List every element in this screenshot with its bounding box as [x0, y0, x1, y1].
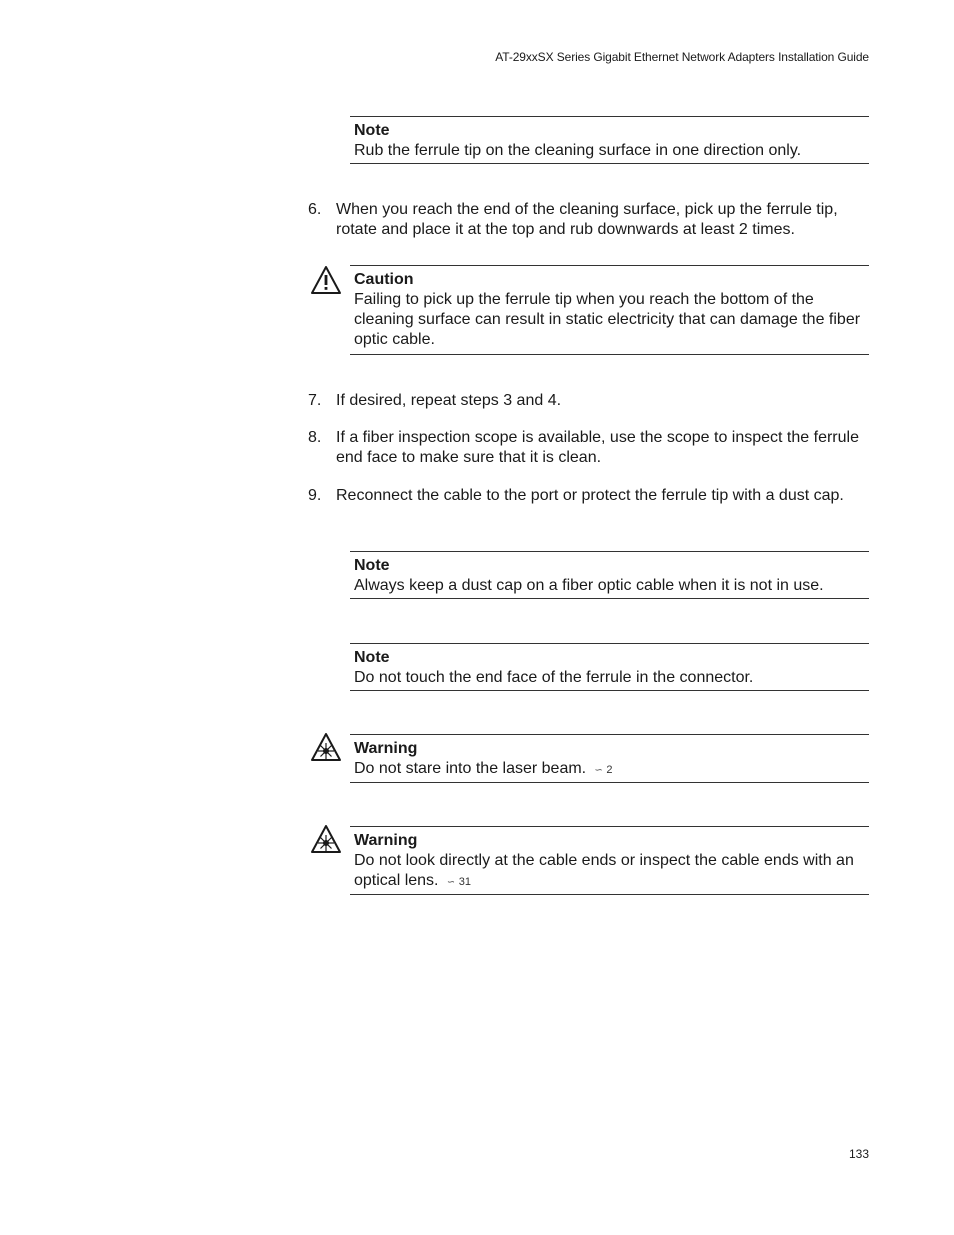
- note-title: Note: [354, 649, 390, 666]
- warning-text: Do not look directly at the cable ends or inspect the cable ends with an optical lens.: [354, 852, 854, 889]
- warning-text-line: [354, 851, 869, 893]
- translation-reference: 31: [458, 876, 472, 888]
- note-title: Note: [354, 557, 390, 574]
- note-box: [350, 551, 869, 599]
- note-box: [350, 643, 869, 691]
- step-number: 6.: [308, 201, 322, 218]
- warning-box: [350, 826, 869, 895]
- step-text: If a fiber inspection scope is available, use the scope to inspect the ferrule end face to make sure that it is clean.: [336, 429, 859, 466]
- reference-icon: ∽: [445, 877, 455, 888]
- note-text: Always keep a dust cap on a fiber optic cable when it is not in use.: [354, 577, 824, 594]
- warning-title: Warning: [354, 832, 418, 849]
- step-8: [308, 428, 870, 468]
- note-text: Do not touch the end face of the ferrule in the connector.: [354, 669, 754, 686]
- laser-warning-icon: [310, 732, 342, 762]
- step-7: [308, 391, 870, 411]
- step-number: 8.: [308, 429, 322, 446]
- note-box: [350, 116, 869, 164]
- step-text: Reconnect the cable to the port or protect the ferrule tip with a dust cap.: [336, 487, 844, 504]
- warning-box: [350, 734, 869, 783]
- laser-warning-icon: [310, 824, 342, 854]
- step-text: If desired, repeat steps 3 and 4.: [336, 392, 562, 409]
- warning-text-line: [354, 759, 869, 781]
- step-number: 7.: [308, 392, 322, 409]
- running-header: AT-29xxSX Series Gigabit Ethernet Network Adapters Installation Guide: [495, 50, 869, 64]
- caution-title: Caution: [354, 271, 414, 288]
- caution-box: [350, 265, 869, 355]
- reference-icon: ∽: [593, 765, 602, 776]
- step-6: [308, 200, 870, 240]
- step-9: [308, 486, 870, 506]
- warning-title: Warning: [354, 740, 418, 757]
- caution-text: Failing to pick up the ferrule tip when you reach the bottom of the cleaning surface can result in static electricity that can damage the fiber optic cable.: [354, 291, 861, 348]
- warning-text: Do not stare into the laser beam.: [354, 760, 587, 777]
- step-number: 9.: [308, 487, 322, 504]
- translation-reference: 2: [606, 764, 613, 776]
- step-text: When you reach the end of the cleaning surface, pick up the ferrule tip, rotate and place it at the top and rub downwards at least 2 times.: [336, 201, 838, 238]
- note-text: Rub the ferrule tip on the cleaning surface in one direction only.: [354, 142, 802, 159]
- page-number: 133: [848, 1147, 869, 1161]
- note-title: Note: [354, 122, 390, 139]
- caution-triangle-icon: [310, 265, 342, 295]
